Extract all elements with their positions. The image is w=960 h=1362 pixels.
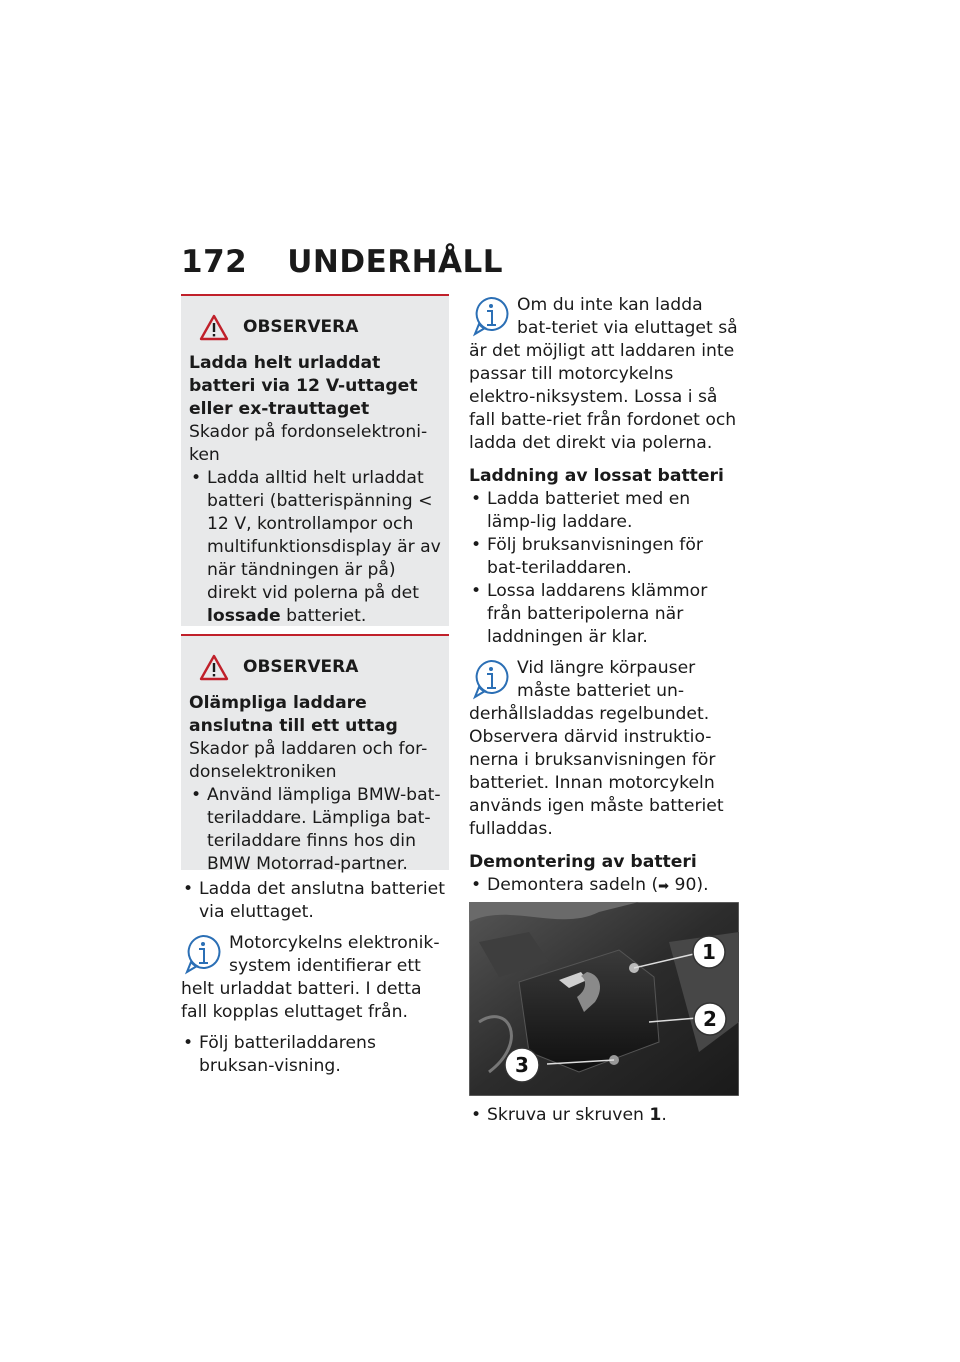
list-item-text-end: . [661, 1105, 667, 1125]
warning-bullet-list [189, 784, 441, 876]
warning-title: OBSERVERA [243, 657, 359, 677]
bullet-list [181, 1032, 449, 1078]
left-column [181, 294, 449, 1078]
battery-photo [469, 902, 739, 1096]
warning-heading: Olämpliga laddare anslutna till ett uttag [189, 693, 398, 736]
right-column [469, 294, 739, 1127]
info-icon [473, 659, 509, 701]
section-heading: Laddning av lossat batteri [469, 466, 724, 486]
warning-triangle-icon [199, 314, 229, 341]
part-number: 1 [649, 1105, 662, 1125]
list-item: • Ladda batteriet med en lämp-lig laddare. [469, 488, 739, 534]
page-header [181, 244, 503, 280]
info-note [181, 932, 449, 1024]
arrow-right-icon: ➡ [658, 879, 670, 894]
list-item: • Lossa laddarens klämmor från batteripolerna när laddningen är klar. [469, 580, 739, 649]
bullet-list [469, 874, 739, 898]
svg-text:2: 2 [703, 1007, 717, 1031]
warning-bullet-text: Ladda alltid helt urladdat batteri (batterispänning < 12 V, kontrollampor och multifunktionsdisplay är av när tändningen är på) direkt vid polerna på det [207, 468, 441, 603]
bullet-list [181, 878, 449, 924]
callout-3 [505, 1048, 539, 1082]
list-item [469, 1104, 739, 1127]
page-number: 172 [181, 244, 248, 280]
warning-box-1 [181, 294, 449, 626]
svg-text:1: 1 [702, 940, 716, 964]
list-item-text-end: ). [696, 875, 709, 895]
warning-bullet: • Använd lämpliga BMW-bat-teriladdare. Lämpliga bat-teriladdare finns hos din BMW Motorrad-partner. [189, 784, 441, 876]
section-title: UNDERHÅLL [287, 244, 504, 280]
info-icon [473, 296, 509, 338]
warning-header [189, 654, 441, 681]
list-item: • Följ bruksanvisningen för bat-teriladdaren. [469, 534, 739, 580]
warning-triangle-icon [199, 654, 229, 681]
warning-consequence: Skador på fordonselektroni-ken [189, 422, 428, 465]
info-text: Om du inte kan ladda bat-teriet via eluttaget så är det möjligt att laddaren inte passar till motorcykelns elektro-niksystem. Lossa i så fall batte-riet från fordonet och ladda det direkt via polerna. [469, 295, 738, 453]
list-item-text: Skruva ur skruven [487, 1105, 650, 1125]
warning-consequence: Skador på laddaren och for-donselektroniken [189, 739, 428, 782]
callout-1 [693, 936, 725, 968]
bullet-list [469, 488, 739, 649]
info-note [469, 657, 739, 841]
warning-bullet-list [189, 467, 441, 628]
list-item-text: Demontera sadeln ( [487, 875, 659, 895]
warning-box-2 [181, 634, 449, 874]
callout-2 [694, 1003, 726, 1035]
section-heading: Demontering av batteri [469, 852, 697, 872]
page-reference[interactable]: 90 [674, 875, 697, 895]
info-text: Vid längre körpauser måste batteriet un-derhållsladdas regelbundet. Observera därvid instruktio-nerna i bruksanvisningen för batteriet. Innan motorcykeln används igen måste batteriet fulladdas. [469, 658, 724, 839]
svg-text:3: 3 [515, 1053, 529, 1077]
info-text: Motorcykelns elektronik-system identifierar ett helt urladdat batteri. I detta fall kopplas eluttaget från. [181, 933, 440, 1022]
warning-heading: Ladda helt urladdat batteri via 12 V-uttaget eller ex-trauttaget [189, 353, 418, 419]
info-icon [185, 934, 221, 976]
warning-title: OBSERVERA [243, 317, 359, 337]
info-note [469, 294, 739, 455]
warning-bullet [189, 467, 441, 628]
bullet-list [469, 1104, 739, 1127]
list-item: • Följ batteriladdarens bruksan-visning. [181, 1032, 449, 1078]
warning-bullet-text-end: batteriet. [280, 606, 367, 626]
warning-bullet-emphasis: lossade [207, 606, 281, 626]
warning-header [189, 314, 441, 341]
list-item: • Ladda det anslutna batteriet via eluttaget. [181, 878, 449, 924]
list-item [469, 874, 739, 898]
